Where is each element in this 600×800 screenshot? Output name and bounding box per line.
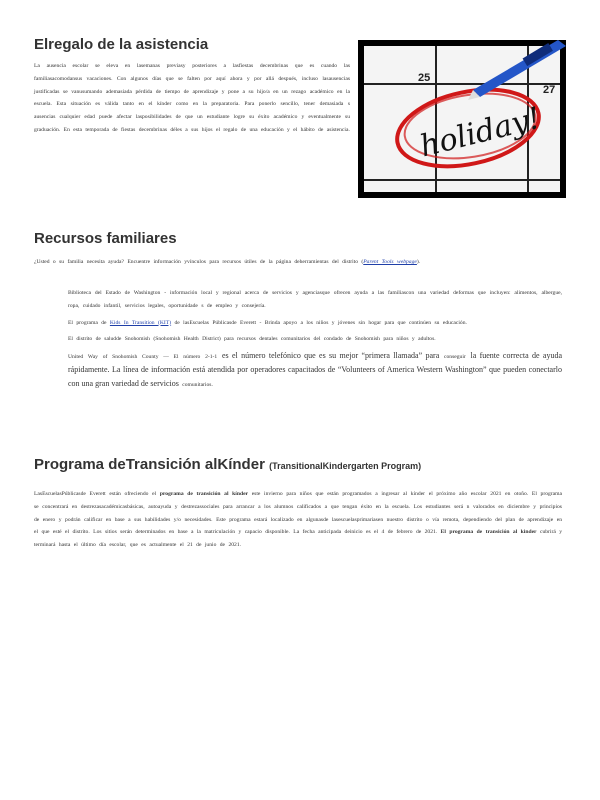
resources-intro [34, 256, 562, 269]
gift-paragraph: La ausencia escolar se eleva en lasemanas previasy posteriores a lasfiestas decembrinas que es cuando las familiasacomodansus vacaciones. Con algunos días que se falten por aquí ahora y por allá después, incluso lasausencias justificadas se vanusumando ademasiada pérdida de tiempo de aprendizaje y pone a su hijo/a en un rezago académico en la escuela. Esta situación es válida tanto en el kínder como en la preparatoria. Para ponerlo sencillo, tener demasiada s ausencias cualquier edad puede afectar lasposibilidades de que un estudiante logre su éxito académico y eventualmente su graduación. En esta temporada de fiestas decembrinas déles a sus hijos el regalo de una educación y el hábito de asistencia. [34, 63, 350, 133]
holiday-calendar-photo [358, 40, 566, 198]
transition-paragraph: LasEscuelasPúblicasde Everett están ofreciendo el programa de transición al kínder este invierno para niños que están programados a ingresar al kínder el próximo año escolar 2021 en otoño. El programa se concentrará en destrezasacadémicasbásicas, autoayuda y destrezassociales para arrancar a los alumnos calificados a que tengan éxito en la escuela. Los estudiantes será n valorados en diciembre y principios de enero y podrán calificar en base a sus habilidades y/o necesidades. Este programa estará localizado en algunasde lasescuelasprimariasen nuestro distrito o vía remota, dependiendo del plan de aprendizaje en el que esté el distrito. Los sitios serán determinados en base a la matriculación y capacio disponible. La fecha anticipada deinicio es el 4 de febrero de 2021. El programa de transición al kinder cubrirá y terminará hasta el último día escolar, que es actualmente el 21 de junio de 2021. [34, 491, 563, 549]
section-title-transition: Programa deTransición alKínder (TransitionalKindergarten Program) [34, 456, 422, 473]
parent-tools-link[interactable]: Parent Tools webpage [363, 259, 417, 265]
resources-list [52, 287, 562, 396]
photo-holiday-text: holiday! [416, 100, 545, 165]
photo-date-left: 25 [418, 72, 431, 84]
kit-link[interactable]: Kids In Transition (KIT) [109, 319, 172, 326]
resources-intro-end: ). [416, 259, 421, 265]
section-subtitle-transition: (TransitionalKindergarten Program) [269, 461, 422, 471]
section-title-gift: Elregalo de la asistencia [34, 36, 209, 53]
photo-date-right: 27 [543, 84, 556, 96]
resources-intro-text: ¿Usted o su familia necesita ayuda? Encuentre información yvínculos para recursos útiles de la página deherramientas del distrito ( [34, 259, 364, 265]
list-item: El distrito de saludde Snohomish (Snohomish Health District) para recursos dentales comunitarios del condado de Snohomish para niños y adultos. [68, 336, 436, 343]
list-item: United Way of Snohomish County — El número 2-1-1 es el número telefónico que es su mejor “primera llamada” para conseguir la fuente correcta de ayuda rápidamente. La línea de información está atendida por operadores capacitados de “Volunteers of America Western Washington” que pueden conectarlo con una gran variedad de servicios comunitarios. [68, 351, 563, 388]
section-title-resources: Recursos familiares [34, 230, 177, 247]
list-item: Biblioteca del Estado de Washington - información local y regional acerca de servicios y agenciasque ofrecen ayuda a las familiascon una variedad deformas que incluyen: alimentos, albergue, ropa, cuidado infantil, servicios legales, oportunidade s de empleo y consejería. [68, 290, 562, 309]
list-item: El programa de Kids In Transition (KIT) de lasEscuelas Públicasde Everett - Brinda apoyo a los niños y jóvenes sin hogar para que continúen su educación. [68, 319, 467, 326]
